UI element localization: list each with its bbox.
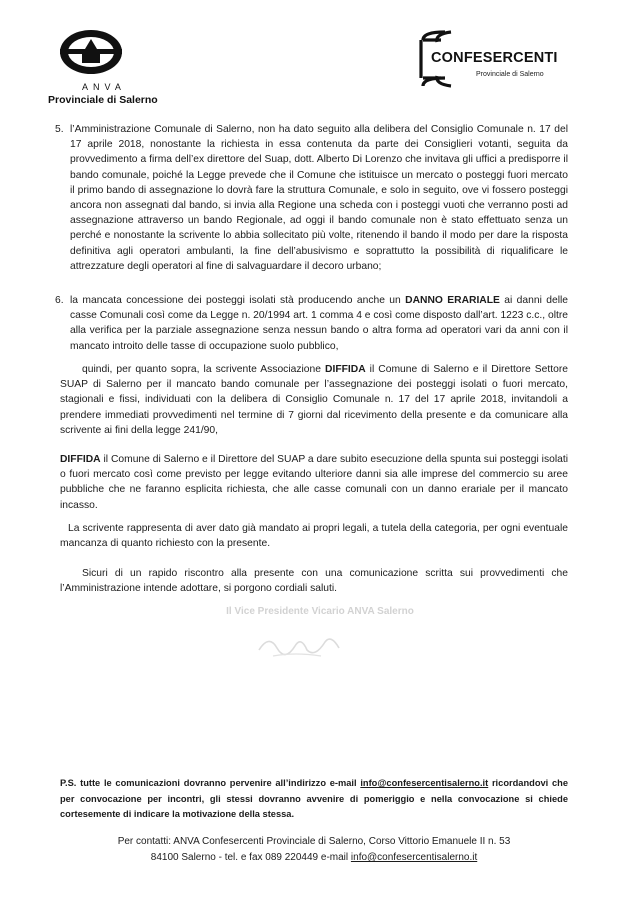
footer-contacts xyxy=(60,834,568,866)
diffida1-text: quindi, per quanto sopra, la scrivente Associazione xyxy=(82,364,326,375)
footer-line-1: Per contatti: ANVA Confesercenti Provinciale di Salerno, Corso Vittorio Emanuele II n. 53 xyxy=(117,836,511,847)
list-item-5 xyxy=(55,122,568,274)
diffida-paragraph-2 xyxy=(60,452,568,513)
legali-paragraph: La scrivente rappresenta di aver dato già mandato ai propri legali, a tutela della categoria, per ogni eventuale mancanza di quanto richiesto con la presente. xyxy=(60,523,568,550)
anva-logo xyxy=(46,28,176,108)
confesercenti-subtitle: Provinciale di Salerno xyxy=(476,71,544,78)
diffida-paragraph-1 xyxy=(60,362,568,438)
anva-wordmark: ANVA xyxy=(82,82,126,92)
saluti-paragraph: Sicuri di un rapido riscontro alla presente con una comunicazione scritta sui provvedimenti che l’Amministrazione intende adottare, si porgono cordiali saluti. xyxy=(60,568,568,595)
danno-erariale-emphasis: DANNO ERARIALE xyxy=(405,295,500,306)
footer-line-2-text: 84100 Salerno - tel. e fax 089 220449 e-mail xyxy=(150,852,351,863)
postscript xyxy=(60,776,568,823)
list-item-6 xyxy=(55,293,568,354)
list-item-number: 6. xyxy=(55,295,64,306)
list-item-number: 5. xyxy=(55,124,64,135)
list-item-text: la mancata concessione dei posteggi isolati stà producendo anche un xyxy=(70,295,406,306)
confesercenti-name: CONFESERCENTI xyxy=(431,50,558,66)
signature-scrawl-icon xyxy=(255,628,345,664)
anva-subtitle: Provinciale di Salerno xyxy=(48,94,158,106)
diffida-emphasis: DIFFIDA xyxy=(60,454,101,465)
list-item-text: l’Amministrazione Comunale di Salerno, non ha dato seguito alla delibera del Consiglio Comunale n. 17 del 17 aprile 2018, nonostante la richiesta in essa contenuta da parte dei Consiglieri votanti, seguita da provvedimento a firma dell’ex direttore del Suap, dott. Alberto Di Lorenzo che invitava gli uffici a predisporre il bando comunale, poiché la Legge prevede che il Comune che istituisce un mercato o posteggi fuori mercato il primo bando di assegnazione lo dovrà fare la struttura Comunale, e solo in seguito, ove vi fossero posteggi ancora non assegnati dal bando, si invia alla Regione una scheda con i posteggi vuoti che verranno posti ad assegnazione attraverso un bando Regionale, ad oggi il bando comunale non è stato effettuato senza un perché e nonostante la scrivente lo abbia sollecitato più volte, ritenendo il bando il modo per dare la risposta definitiva agli operatori ambulanti, la fine dell’abusivismo e soprattutto la possibilità di riqualificare le attrezzature degli operatori al fine di salvaguardare il decoro urbano; xyxy=(70,124,568,272)
ps-text: P.S. tutte le comunicazioni dovranno pervenire all’indirizzo e-mail xyxy=(60,778,361,788)
ps-text-continued: ricordandovi che per convocazione per incontri, gli stessi dovranno avvenire di pomeriggio e nella convocazione si chiede cortesemente di indicare la motivazione della stessa. xyxy=(60,778,568,819)
confesercenti-logo xyxy=(415,28,615,98)
anva-emblem-icon xyxy=(58,28,124,78)
diffida-emphasis: DIFFIDA xyxy=(325,364,366,375)
diffida1-text-continued: il Comune di Salerno e il Direttore Settore SUAP di Salerno per il mancato bando comunale per l’assegnazione dei posteggi isolati o fuori mercato, stagionali e fissi, individuati con la delibera di Consiglio Comunale n. 17 del 17 aprile 2018, invitandoli a prendere immediati provvedimenti nel termine di 7 giorni dal ricevimento della presente e da comunicare alla scrivente ai fini della legge 241/90, xyxy=(60,364,569,436)
diffida2-text: il Comune di Salerno e il Direttore del SUAP a dare subito esecuzione della spunta sui posteggi isolati o fuori mercato così come previsto per legge evitando ulteriore danni sia alle imprese del commercio su aree pubbliche che ne faranno esplicita richiesta, che alle casse comunali con un danno erariale per il mancato incasso. xyxy=(60,454,568,511)
list-item-text-continued: ai danni delle casse Comunali così come da Legge n. 20/1994 art. 1 comma 4 e così come disposto dall’art. 1223 c.c., oltre alla verifica per la parziale assegnazione senza nessun bando o altra forma ad operatori vari da anni con il mancato introito delle tasse di occupazione suolo pubblico, xyxy=(70,295,568,352)
footer-email-link[interactable]: info@confesercentisalerno.it xyxy=(350,852,478,863)
ps-email-link[interactable]: info@confesercentisalerno.it xyxy=(360,778,489,788)
footer-line-2 xyxy=(60,850,568,866)
signature-title: Il Vice Presidente Vicario ANVA Salerno xyxy=(226,606,414,617)
